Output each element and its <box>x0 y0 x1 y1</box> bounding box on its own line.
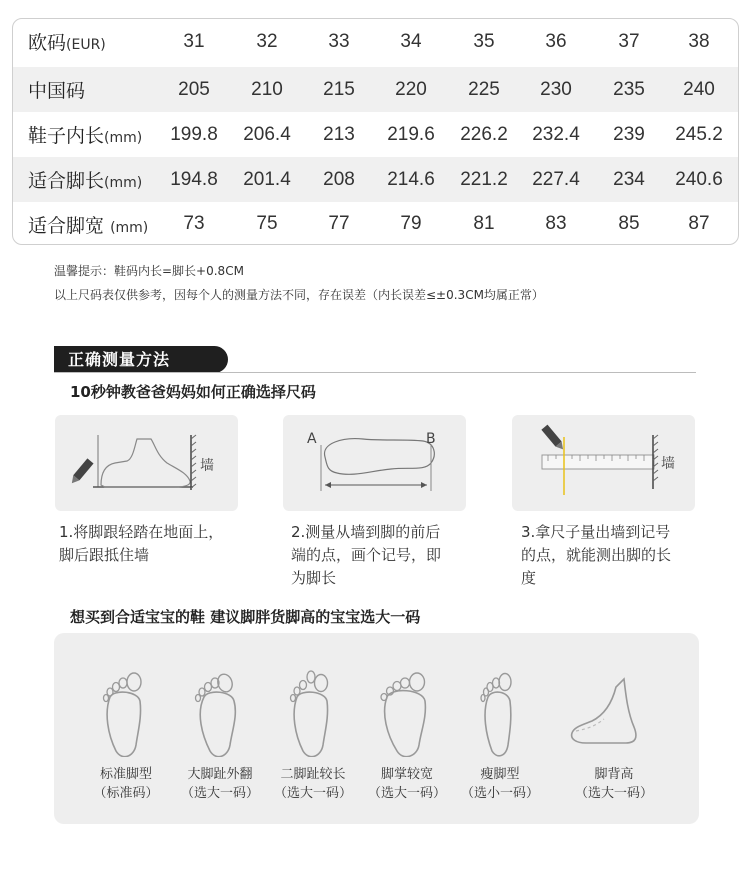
size-cell: 208 <box>323 168 355 190</box>
foot-type-note: （选大一码） <box>367 786 446 801</box>
wide-foot-icon <box>357 657 457 757</box>
step-2-text <box>291 521 441 590</box>
wall-label: 墙 <box>200 458 214 474</box>
row-unit: (mm) <box>104 175 143 191</box>
foot-type-name: 二脚趾较长 <box>280 767 346 782</box>
step-text-line: 的点，就能测出脚的长 <box>521 546 672 564</box>
row-unit: (mm) <box>104 130 143 146</box>
point-a-label: A <box>307 431 317 447</box>
size-cell: 240 <box>683 78 715 100</box>
foot-types-panel <box>54 633 699 824</box>
size-cell: 36 <box>545 30 567 52</box>
size-cell: 221.2 <box>460 168 508 190</box>
foot-type-note: （标准码） <box>93 786 159 801</box>
foot-type-note: （选大一码） <box>273 786 352 801</box>
size-cell: 77 <box>328 213 350 234</box>
foot-type-note: （选大一码） <box>180 786 259 801</box>
size-cell: 205 <box>178 78 210 100</box>
foot-type-note: （选大一码） <box>574 786 653 801</box>
step-text-line: 为脚长 <box>291 569 337 587</box>
size-cell: 75 <box>256 213 278 234</box>
size-cell: 239 <box>613 123 645 145</box>
size-cell: 213 <box>323 123 355 145</box>
size-row-eur <box>13 19 738 64</box>
size-row-inner-length <box>13 112 738 157</box>
size-cell: 214.6 <box>387 168 435 190</box>
step-text-line: 1.将脚跟轻踏在地面上， <box>59 523 224 541</box>
size-cell: 35 <box>473 30 495 52</box>
size-cell: 38 <box>688 30 710 52</box>
high-instep-foot-icon <box>564 657 664 757</box>
row-label: 适合脚长 <box>28 170 105 192</box>
size-cell: 33 <box>328 30 350 52</box>
footprint-icon <box>283 415 466 511</box>
size-row-foot-width <box>13 202 738 245</box>
foot-types-title: 想买到合适宝宝的鞋 建议脚胖货脚高的宝宝选大一码 <box>70 608 421 626</box>
point-b-label: B <box>426 431 436 447</box>
tip-line-1: 温馨提示：鞋码内长=脚长+0.8CM <box>54 264 244 278</box>
foot-type-name: 脚掌较宽 <box>380 767 433 782</box>
size-cell: 227.4 <box>532 168 580 190</box>
foot-type-high-instep <box>564 633 664 824</box>
size-cell: 219.6 <box>387 123 435 145</box>
foot-type-note: （选小一码） <box>460 786 539 801</box>
size-cell: 79 <box>400 213 422 234</box>
section-header: 正确测量方法 <box>54 346 228 373</box>
size-cell: 226.2 <box>460 123 508 145</box>
size-cell: 235 <box>613 78 645 100</box>
foot-type-slim <box>450 633 550 824</box>
size-cell: 87 <box>688 213 710 234</box>
size-cell: 83 <box>545 213 567 234</box>
size-cell: 31 <box>183 30 205 52</box>
tip-line-2: 以上尺码表仅供参考，因每个人的测量方法不同，存在误差（内长误差≤±0.3CM均属正常） <box>54 288 544 302</box>
step-text-line: 2.测量从墙到脚的前后 <box>291 523 441 541</box>
size-cell: 210 <box>251 78 283 100</box>
row-label: 鞋子内长 <box>28 125 105 147</box>
size-row-cn <box>13 67 738 112</box>
size-cell: 215 <box>323 78 355 100</box>
size-cell: 34 <box>400 30 422 52</box>
size-cell: 85 <box>618 213 640 234</box>
row-label: 欧码 <box>28 32 67 54</box>
row-unit: (EUR) <box>66 37 106 53</box>
size-cell: 230 <box>540 78 572 100</box>
size-cell: 220 <box>395 78 427 100</box>
method-subtitle: 10秒钟教爸爸妈妈如何正确选择尺码 <box>70 383 316 401</box>
size-table <box>12 18 739 245</box>
size-cell: 234 <box>613 168 645 190</box>
row-unit: (mm) <box>110 219 149 236</box>
section-divider <box>54 372 696 373</box>
size-row-foot-length <box>13 157 738 202</box>
foot-type-name: 脚背高 <box>594 767 634 782</box>
foot-type-name: 标准脚型 <box>99 767 152 782</box>
step-text-line: 度 <box>521 569 537 587</box>
wall-label: 墙 <box>661 456 675 472</box>
size-cell: 232.4 <box>532 123 580 145</box>
size-cell: 245.2 <box>675 123 723 145</box>
size-cell: 199.8 <box>170 123 218 145</box>
size-cell: 32 <box>256 30 278 52</box>
long-toe-foot-icon <box>263 657 363 757</box>
size-cell: 225 <box>468 78 500 100</box>
row-label: 适合脚宽 <box>28 214 105 237</box>
step-3-illustration <box>512 415 695 511</box>
size-cell: 73 <box>183 213 205 234</box>
slim-foot-icon <box>450 657 550 757</box>
step-3-text <box>521 521 671 590</box>
bunion-foot-icon <box>170 657 270 757</box>
size-cell: 81 <box>473 213 495 234</box>
step-1-illustration <box>55 415 238 511</box>
size-cell: 194.8 <box>170 168 218 190</box>
standard-foot-icon <box>76 657 176 757</box>
step-text-line: 端的点，画个记号，即 <box>291 546 442 564</box>
step-text-line: 脚后跟抵住墙 <box>59 546 150 564</box>
step-text-line: 3.拿尺子量出墙到记号 <box>521 523 671 541</box>
size-cell: 240.6 <box>675 168 723 190</box>
step-2-illustration <box>283 415 466 511</box>
size-cell: 201.4 <box>243 168 291 190</box>
row-label: 中国码 <box>28 80 86 102</box>
size-cell: 206.4 <box>243 123 291 145</box>
foot-type-name: 瘦脚型 <box>480 767 520 782</box>
foot-type-name: 大脚趾外翻 <box>187 767 253 782</box>
step-1-text <box>59 521 223 567</box>
size-cell: 37 <box>618 30 640 52</box>
